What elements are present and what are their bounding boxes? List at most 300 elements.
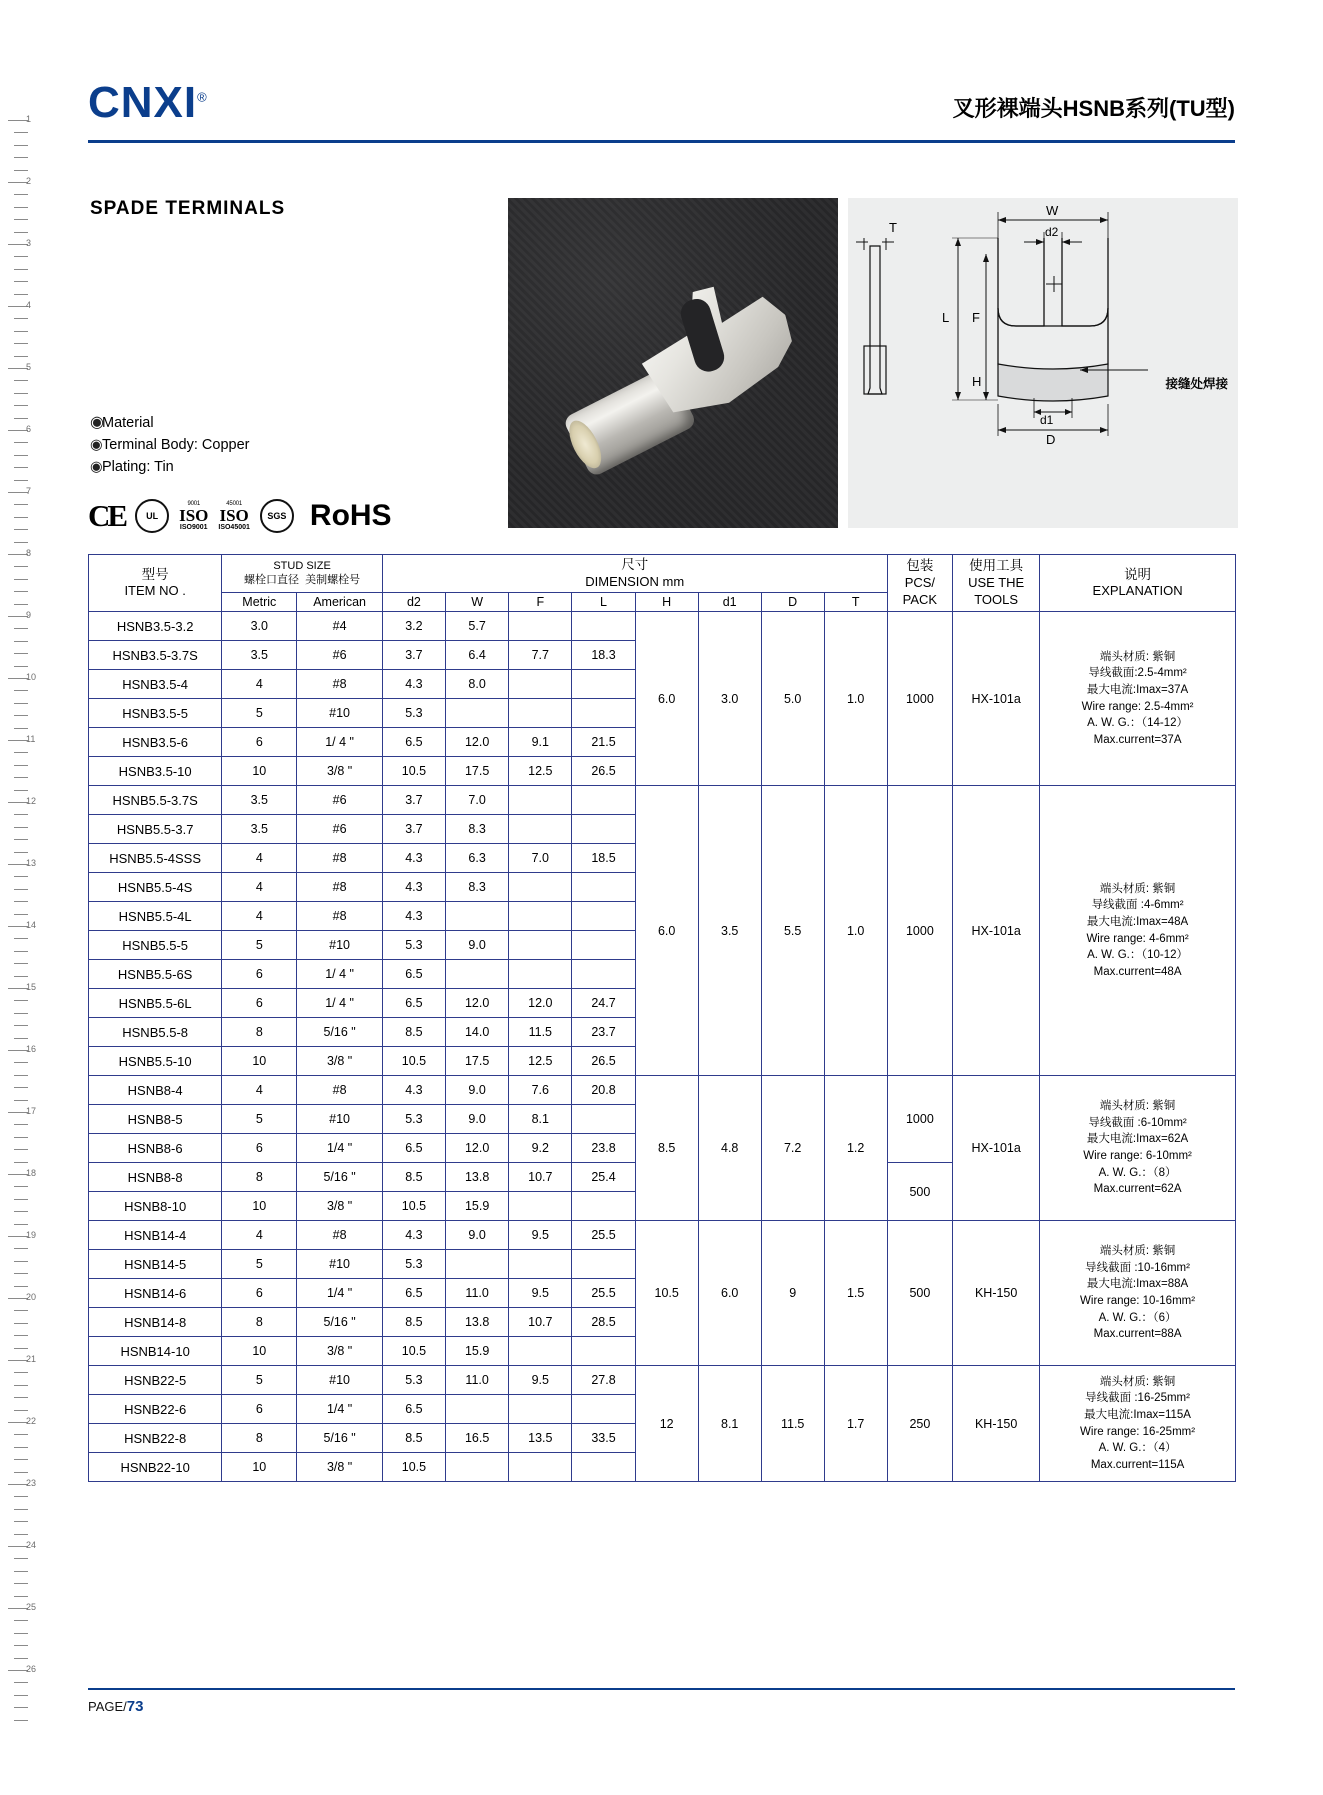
ruler-tick [14,1571,28,1572]
ruler-tick [14,219,28,220]
ruler-number: 21 [26,1354,37,1364]
cell-f [509,1337,572,1366]
ruler-tick [14,294,28,295]
table-row [89,1076,1236,1105]
ruler-tick [8,1484,28,1485]
cell-l [572,1250,635,1279]
ruler-tick [14,827,28,828]
ruler-tick [14,1596,28,1597]
ruler-number: 18 [26,1168,37,1178]
cell-american: #8 [297,1221,383,1250]
cell-l [572,931,635,960]
explanation-line: Max.current=62A [1093,1183,1182,1196]
ruler-number: 1 [26,114,32,124]
ruler-tick [14,852,28,853]
cell-l [572,1453,635,1482]
ruler-tick [14,1583,28,1584]
cell-metric: 3.5 [222,815,297,844]
cell-american: 1/4 " [297,1279,383,1308]
cell-item-no: HSNB14-5 [89,1250,222,1279]
cell-american: 5/16 " [297,1308,383,1337]
explanation-line: Max.current=48A [1093,965,1182,978]
ruler-tick [14,976,28,977]
ruler-tick [14,1261,28,1262]
ruler-tick [8,926,28,927]
cell-american: #8 [297,873,383,902]
ruler-tick [8,1174,28,1175]
cell-t: 1.2 [824,1076,887,1221]
explanation-line: Max.current=37A [1093,733,1182,746]
cell-metric: 6 [222,989,297,1018]
ruler-number: 17 [26,1106,37,1116]
ruler-tick [14,1199,28,1200]
cell-explanation [1040,1076,1236,1221]
cell-american: 1/4 " [297,1395,383,1424]
explanation-line: A. W. G.：（10-12） [1087,949,1189,962]
cell-d2: 6.5 [382,1395,445,1424]
ruler-tick [14,1447,28,1448]
cell-metric: 10 [222,1192,297,1221]
header-divider [88,140,1235,143]
ruler-tick [14,232,28,233]
material-line-2: ◉Plating: Tin [90,456,250,478]
certification-logos [88,498,392,534]
cell-t: 1.5 [824,1221,887,1366]
cell-l [572,1192,635,1221]
ruler-tick [14,1149,28,1150]
cell-w: 9.0 [446,931,509,960]
cell-american: 3/8 " [297,1337,383,1366]
cell-american: #10 [297,1366,383,1395]
ruler-tick [8,802,28,803]
ruler-tick [8,244,28,245]
cell-w: 14.0 [446,1018,509,1047]
cell-d1: 3.0 [698,612,761,786]
ruler-tick [14,1013,28,1014]
table-row [89,1221,1236,1250]
cell-h: 8.5 [635,1076,698,1221]
ruler-number: 9 [26,610,32,620]
ruler-tick [8,430,28,431]
ruler-tick [8,1112,28,1113]
specification-table [88,554,1236,1482]
ruler-tick [14,1100,28,1101]
cell-item-no: HSNB5.5-8 [89,1018,222,1047]
cell-d2: 4.3 [382,1221,445,1250]
ruler-tick [14,1410,28,1411]
ruler-tick [14,1434,28,1435]
cell-d: 7.2 [761,1076,824,1221]
explanation-line: 端头材质: 紫铜 [1099,882,1176,895]
cell-w: 13.8 [446,1308,509,1337]
cell-t: 1.0 [824,612,887,786]
ruler-tick [14,814,28,815]
cell-metric: 5 [222,1105,297,1134]
explanation-line: 导线截面 :6-10mm² [1088,1116,1187,1129]
ruler-tick [14,1385,28,1386]
cell-w: 11.0 [446,1366,509,1395]
cell-d2: 8.5 [382,1163,445,1192]
ruler-tick [8,492,28,493]
cell-h: 6.0 [635,612,698,786]
cell-l: 23.8 [572,1134,635,1163]
cell-metric: 3.0 [222,612,297,641]
cell-l [572,1395,635,1424]
cell-pack: 1000 [887,1076,953,1163]
ruler-number: 19 [26,1230,37,1240]
ruler-tick [14,256,28,257]
ruler-number: 13 [26,858,37,868]
ruler-tick [14,542,28,543]
cell-metric: 10 [222,1337,297,1366]
explanation-line: 导线截面 :10-16mm² [1085,1261,1190,1274]
header-american-col: American [297,593,383,612]
cell-item-no: HSNB3.5-3.2 [89,612,222,641]
ruler-tick [14,1521,28,1522]
cell-american: #6 [297,641,383,670]
cell-f [509,1192,572,1221]
cell-american: 5/16 " [297,1163,383,1192]
cell-item-no: HSNB5.5-3.7S [89,786,222,815]
ruler-tick [14,1633,28,1634]
cell-item-no: HSNB22-5 [89,1366,222,1395]
cell-item-no: HSNB5.5-4SSS [89,844,222,873]
cell-american: 1/ 4 " [297,728,383,757]
cell-l [572,670,635,699]
svg-text:F: F [972,310,980,325]
explanation-line: A. W. G.：（14-12） [1087,717,1189,730]
ruler-tick [14,777,28,778]
registered-mark: ® [197,89,208,105]
ruler-tick [14,157,28,158]
cell-l: 28.5 [572,1308,635,1337]
cell-d2: 6.5 [382,989,445,1018]
ruler-tick [14,951,28,952]
ruler-number: 24 [26,1540,37,1550]
cell-f: 13.5 [509,1424,572,1453]
explanation-line: 最大电流:Imax=115A [1084,1408,1191,1421]
ruler-tick [14,1620,28,1621]
ruler-number: 8 [26,548,32,558]
cell-d2: 10.5 [382,1192,445,1221]
cell-pack: 1000 [887,612,953,786]
cell-american: 1/4 " [297,1134,383,1163]
cell-d: 9 [761,1221,824,1366]
ruler-tick [14,566,28,567]
header-col-L: L [572,593,635,612]
cell-d2: 6.5 [382,728,445,757]
cell-f [509,1453,572,1482]
cell-metric: 5 [222,1366,297,1395]
bullet-icon: ◉ [90,459,103,475]
cell-w: 8.0 [446,670,509,699]
cell-item-no: HSNB22-8 [89,1424,222,1453]
ruler-tick [8,864,28,865]
cell-metric: 3.5 [222,786,297,815]
cell-american: #8 [297,902,383,931]
cell-f: 7.6 [509,1076,572,1105]
cell-l: 18.3 [572,641,635,670]
cell-metric: 4 [222,902,297,931]
cell-d2: 10.5 [382,1047,445,1076]
cell-d: 5.0 [761,612,824,786]
ruler-number: 3 [26,238,32,248]
cell-d2: 4.3 [382,1076,445,1105]
material-block [90,412,250,478]
cell-f: 7.0 [509,844,572,873]
cell-american: #6 [297,815,383,844]
ruler-tick [14,591,28,592]
explanation-line: Wire range: 2.5-4mm² [1081,700,1194,713]
page-title: 叉形裸端头HSNB系列(TU型) [952,96,1235,121]
page-number: PAGE/73 [88,1698,144,1715]
cell-d2: 3.7 [382,815,445,844]
cell-f: 12.5 [509,1047,572,1076]
ruler-tick [8,678,28,679]
cell-w: 6.3 [446,844,509,873]
ruler-tick [14,343,28,344]
explanation-line: A. W. G.：（4） [1098,1442,1177,1455]
cell-l [572,786,635,815]
cell-d2: 6.5 [382,1279,445,1308]
ruler-tick [8,1670,28,1671]
cell-item-no: HSNB8-10 [89,1192,222,1221]
ruler-number: 10 [26,672,37,682]
cell-w: 5.7 [446,612,509,641]
material-line-1: ◉Terminal Body: Copper [90,434,250,456]
cell-w [446,699,509,728]
cell-h: 10.5 [635,1221,698,1366]
ruler-tick [14,1509,28,1510]
explanation-line: Wire range: 4-6mm² [1086,932,1189,945]
ruler-tick [8,1546,28,1547]
cell-w [446,960,509,989]
cell-w: 15.9 [446,1192,509,1221]
cell-american: 5/16 " [297,1018,383,1047]
ruler-tick [14,467,28,468]
ruler-tick [8,368,28,369]
svg-text:d2: d2 [1045,225,1059,239]
cell-metric: 10 [222,1453,297,1482]
ruler-tick [14,1286,28,1287]
cell-d2: 10.5 [382,1453,445,1482]
cell-l: 26.5 [572,757,635,786]
explanation-line: 导线截面 :4-6mm² [1091,899,1184,912]
header-col-W: W [446,593,509,612]
cell-w: 9.0 [446,1105,509,1134]
cell-f [509,670,572,699]
ruler-tick [14,1038,28,1039]
ul-mark-icon: UL [135,499,169,533]
header-metric-col: Metric [222,593,297,612]
ruler-number: 5 [26,362,32,372]
ruler-tick [14,1075,28,1076]
cell-f: 12.5 [509,757,572,786]
ruler-tick [14,418,28,419]
dimension-drawing [848,198,1238,528]
cell-w: 13.8 [446,1163,509,1192]
explanation-line: Max.current=115A [1090,1458,1185,1471]
ruler-number: 14 [26,920,37,930]
cell-w: 16.5 [446,1424,509,1453]
cell-item-no: HSNB8-8 [89,1163,222,1192]
cell-metric: 6 [222,960,297,989]
cell-american: #8 [297,670,383,699]
cell-l: 27.8 [572,1366,635,1395]
ruler-tick [14,331,28,332]
iso9001-icon: 9001 ISO ISO9001 [179,501,209,531]
ruler-tick [14,604,28,605]
cell-explanation [1040,612,1236,786]
cell-f: 7.7 [509,641,572,670]
ruler-tick [14,281,28,282]
cell-l [572,1337,635,1366]
ruler-number: 12 [26,796,37,806]
cell-d2: 5.3 [382,1366,445,1395]
cell-item-no: HSNB14-4 [89,1221,222,1250]
cell-d2: 3.2 [382,612,445,641]
cell-l [572,960,635,989]
cell-american: 5/16 " [297,1424,383,1453]
section-title: SPADE TERMINALS [90,198,286,219]
cell-item-no: HSNB5.5-6L [89,989,222,1018]
explanation-line: Max.current=88A [1093,1328,1182,1341]
cell-american: #10 [297,931,383,960]
cell-explanation [1040,1366,1236,1482]
cell-tool: KH-150 [953,1221,1040,1366]
header-pack: 包装 PCS/ PACK [887,555,953,612]
bullet-icon: ◉ [90,437,103,453]
ruler-number: 26 [26,1664,37,1674]
ruler-tick [14,889,28,890]
header-col-H: H [635,593,698,612]
cell-item-no: HSNB3.5-5 [89,699,222,728]
cell-d2: 4.3 [382,902,445,931]
cell-tool: HX-101a [953,786,1040,1076]
ruler-tick [14,690,28,691]
header-col-D: D [761,593,824,612]
cell-item-no: HSNB8-5 [89,1105,222,1134]
cell-item-no: HSNB14-8 [89,1308,222,1337]
cell-l: 21.5 [572,728,635,757]
ruler-tick [14,1000,28,1001]
ruler-tick [14,1472,28,1473]
ruler-tick [14,504,28,505]
cell-l: 20.8 [572,1076,635,1105]
ruler-tick [14,1335,28,1336]
explanation-line: A. W. G.：（6） [1098,1311,1177,1324]
ruler-tick [8,182,28,183]
cell-metric: 5 [222,699,297,728]
ruler-tick [8,1360,28,1361]
ruler-tick [14,938,28,939]
cell-f [509,815,572,844]
sgs-mark-icon: SGS [260,499,294,533]
ruler-number: 16 [26,1044,37,1054]
explanation-line: Wire range: 10-16mm² [1080,1295,1196,1308]
ruler-number: 11 [26,734,36,744]
explanation-line: 最大电流:Imax=62A [1086,1133,1189,1146]
cell-l: 24.7 [572,989,635,1018]
explanation-line: Wire range: 16-25mm² [1080,1425,1196,1438]
cell-american: 3/8 " [297,1453,383,1482]
cell-pack: 1000 [887,786,953,1076]
cell-w: 17.5 [446,1047,509,1076]
cell-w: 17.5 [446,757,509,786]
ruler-tick [14,1137,28,1138]
ruler-tick [14,1720,28,1721]
ruler-tick [14,901,28,902]
cell-d2: 3.7 [382,641,445,670]
cell-metric: 8 [222,1018,297,1047]
cell-american: #6 [297,786,383,815]
cell-f: 12.0 [509,989,572,1018]
drawing-svg [848,198,1238,528]
ruler-tick [14,1124,28,1125]
cell-item-no: HSNB3.5-4 [89,670,222,699]
cell-l: 18.5 [572,844,635,873]
cell-f: 10.7 [509,1308,572,1337]
ruler-tick [14,1707,28,1708]
explanation-line: 导线截面 :16-25mm² [1085,1392,1190,1405]
cell-d2: 5.3 [382,699,445,728]
cell-d2: 5.3 [382,931,445,960]
cell-w: 15.9 [446,1337,509,1366]
cell-metric: 3.5 [222,641,297,670]
ruler-tick [14,752,28,753]
cell-item-no: HSNB3.5-3.7S [89,641,222,670]
header-col-d1: d1 [698,593,761,612]
cell-metric: 8 [222,1308,297,1337]
cell-w: 12.0 [446,728,509,757]
header-item-no: 型号 ITEM NO . [89,555,222,612]
header-col-F: F [509,593,572,612]
ruler-tick [8,120,28,121]
cell-d2: 8.5 [382,1308,445,1337]
ruler-tick [14,839,28,840]
cell-tool: KH-150 [953,1366,1040,1482]
explanation-line: 端头材质: 紫铜 [1099,1100,1176,1113]
explanation-line: 端头材质: 紫铜 [1099,650,1176,663]
cell-d2: 10.5 [382,757,445,786]
cell-l: 26.5 [572,1047,635,1076]
ruler-tick [14,529,28,530]
ruler-tick [14,1062,28,1063]
cell-l: 25.5 [572,1221,635,1250]
cell-metric: 4 [222,873,297,902]
cell-tool: HX-101a [953,612,1040,786]
cell-l [572,873,635,902]
ruler-number: 23 [26,1478,37,1488]
ruler-tick [8,1050,28,1051]
svg-text:d1: d1 [1040,413,1054,427]
cell-item-no: HSNB3.5-6 [89,728,222,757]
ruler-tick [14,1695,28,1696]
cell-explanation [1040,1221,1236,1366]
cell-l [572,1105,635,1134]
ruler-tick [14,269,28,270]
ruler-tick [14,666,28,667]
cell-item-no: HSNB14-6 [89,1279,222,1308]
cell-item-no: HSNB5.5-5 [89,931,222,960]
ruler-tick [8,988,28,989]
cell-d2: 8.5 [382,1424,445,1453]
cell-item-no: HSNB8-4 [89,1076,222,1105]
cell-metric: 6 [222,1395,297,1424]
cell-explanation [1040,786,1236,1076]
ruler-tick [14,393,28,394]
cell-l: 25.5 [572,1279,635,1308]
